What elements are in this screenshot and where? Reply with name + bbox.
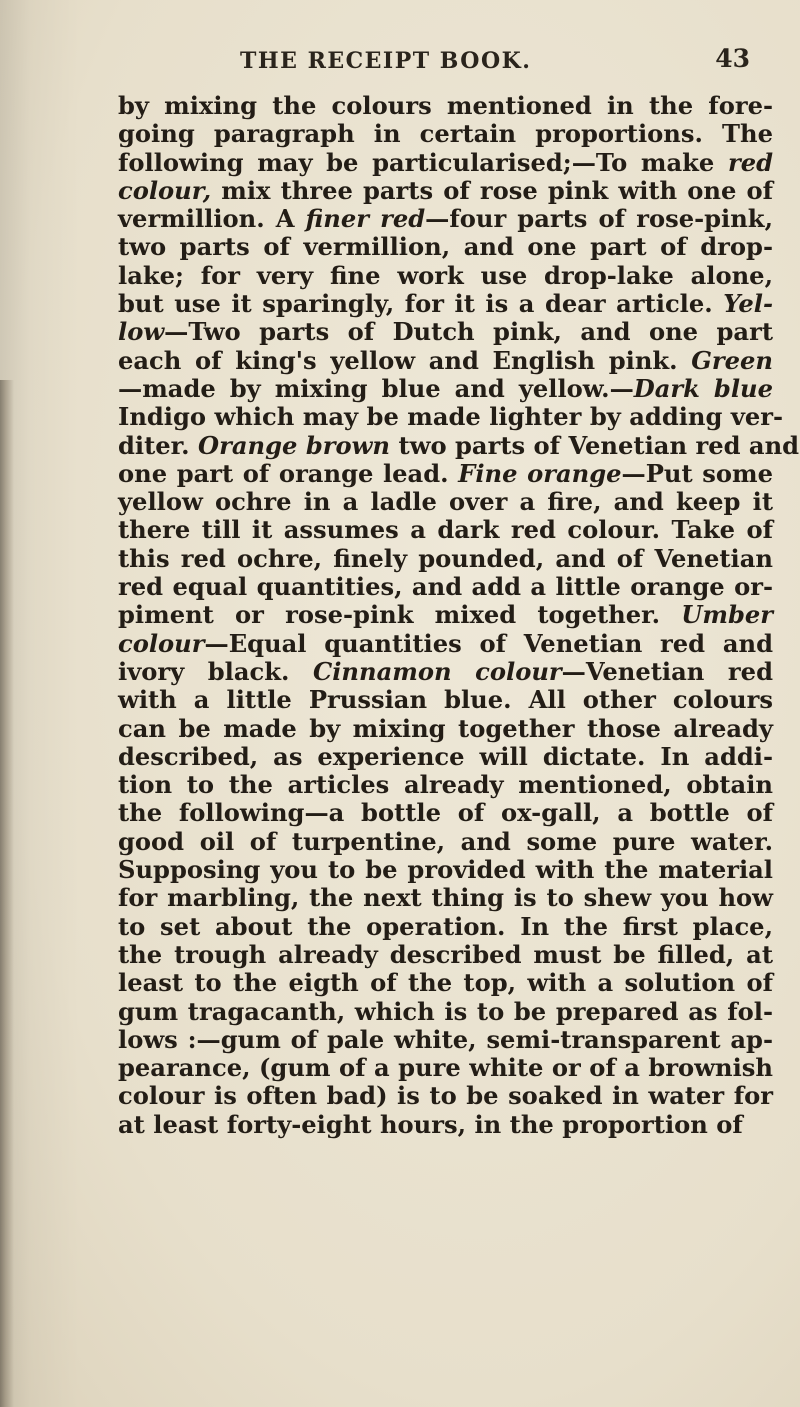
italic-term: colour — [118, 628, 205, 658]
italic-term: low — [118, 317, 165, 347]
text-line — [118, 262, 773, 290]
text-line — [118, 1026, 773, 1054]
text-line — [118, 290, 773, 318]
text-line — [118, 233, 773, 261]
text-run: colour is often bad) is to be soaked in water for — [118, 1081, 773, 1111]
text-line — [118, 601, 773, 629]
text-run: to set about the operation. In the first place, — [118, 911, 773, 941]
italic-term: Yel- — [723, 289, 773, 319]
italic-term: Cinnamon colour — [312, 656, 562, 686]
text-line — [118, 658, 773, 686]
text-run: —Two parts of Dutch pink, and one part — [164, 317, 773, 347]
text-line — [118, 799, 773, 827]
text-line — [118, 460, 773, 488]
italic-term: Orange brown — [198, 430, 391, 460]
text-run: the following—a bottle of ox-gall, a bottle of — [118, 798, 773, 828]
running-title: THE RECEIPT BOOK. — [240, 48, 532, 74]
text-run: good oil of turpentine, and some pure water. — [118, 826, 773, 856]
text-line — [118, 969, 773, 997]
text-run: —Put some — [621, 458, 773, 488]
text-run: lake; for very fine work use drop-lake alone, — [118, 260, 773, 290]
text-line — [118, 149, 773, 177]
italic-term: Dark blue — [633, 373, 773, 403]
text-run: pearance, (gum of a pure white or of a brownish — [118, 1053, 773, 1083]
text-run: gum tragacanth, which is to be prepared as fol- — [118, 996, 773, 1026]
text-run: with a little Prussian blue. All other colours — [118, 685, 773, 715]
text-line — [118, 402, 784, 432]
text-run: described, as experience will dictate. In addi- — [118, 741, 773, 771]
text-run: at least forty-eight hours, in the proportion of — [118, 1109, 743, 1139]
text-line — [118, 318, 773, 346]
text-run: red equal quantities, and add a little orange or- — [118, 572, 773, 602]
italic-term: colour, — [118, 175, 212, 205]
text-line — [118, 573, 773, 601]
text-run: least to the eigth of the top, with a solution of — [118, 968, 773, 998]
text-run: but use it sparingly, for it is a dear article. — [118, 289, 724, 319]
text-run: this red ochre, finely pounded, and of Venetian — [118, 543, 773, 573]
text-run: —Equal quantities of Venetian red and — [204, 628, 773, 658]
text-run: can be made by mixing together those already — [118, 713, 773, 743]
text-run: —made by mixing blue and yellow.— — [118, 373, 634, 403]
text-run: vermillion. A — [118, 204, 306, 234]
text-run: two parts of Venetian red and — [390, 430, 800, 460]
text-line — [118, 430, 800, 460]
italic-term: Umber — [681, 600, 773, 630]
text-run: following may be particularised;—To make — [118, 147, 728, 177]
italic-term: finer red — [305, 204, 426, 234]
text-line — [118, 205, 773, 233]
text-run: by mixing the colours mentioned in the fore- — [118, 91, 773, 120]
running-head — [120, 44, 760, 88]
text-run: going paragraph in certain proportions. The — [118, 119, 773, 149]
text-line — [118, 686, 773, 714]
text-run: —four parts of rose-pink, — [425, 204, 773, 234]
text-line — [118, 120, 773, 148]
text-line — [118, 92, 773, 120]
text-run: piment or rose-pink mixed together. — [118, 600, 682, 630]
text-line — [118, 884, 773, 912]
text-line — [118, 1111, 773, 1139]
text-run: each of king's yellow and English pink. — [118, 345, 692, 375]
text-line — [118, 771, 773, 799]
text-run: lows :—gum of pale white, semi-transparent ap- — [118, 1024, 773, 1054]
text-line — [118, 177, 773, 205]
spine-shadow — [0, 380, 14, 1407]
text-line — [118, 913, 773, 941]
text-line — [118, 630, 773, 658]
text-run: two parts of vermillion, and one part of drop- — [118, 232, 773, 262]
text-run: ivory black. — [118, 656, 313, 686]
text-run: yellow ochre in a ladle over a fire, and keep it — [118, 487, 773, 517]
text-line — [118, 545, 773, 573]
page-number: 43 — [715, 44, 750, 73]
text-line — [118, 715, 773, 743]
italic-term: Green — [691, 345, 773, 375]
text-run: the trough already described must be filled, at — [118, 939, 773, 969]
text-run: —Venetian red — [561, 656, 773, 686]
text-line — [118, 516, 773, 544]
text-line — [118, 1082, 773, 1110]
text-run: there till it assumes a dark red colour. Take of — [118, 515, 773, 545]
text-run: mix three parts of rose pink with one of — [211, 175, 773, 205]
italic-term: red — [727, 147, 773, 177]
text-line — [118, 998, 773, 1026]
text-run: Supposing you to be provided with the material — [118, 855, 773, 885]
text-line — [118, 743, 773, 771]
text-run: one part of orange lead. — [118, 458, 459, 488]
text-line — [118, 347, 773, 375]
text-line — [118, 856, 773, 884]
text-run: for marbling, the next thing is to shew you how — [118, 883, 773, 913]
text-line — [118, 375, 773, 403]
text-line — [118, 828, 773, 856]
text-run: tion to the articles already mentioned, obtain — [118, 770, 773, 800]
text-run: diter. — [118, 430, 199, 460]
text-line — [118, 1054, 773, 1082]
text-run: Indigo which may be made lighter by adding ver- — [118, 402, 784, 432]
italic-term: Fine orange — [458, 458, 622, 488]
text-line — [118, 941, 773, 969]
body-text — [118, 91, 800, 1139]
text-line — [118, 488, 773, 516]
